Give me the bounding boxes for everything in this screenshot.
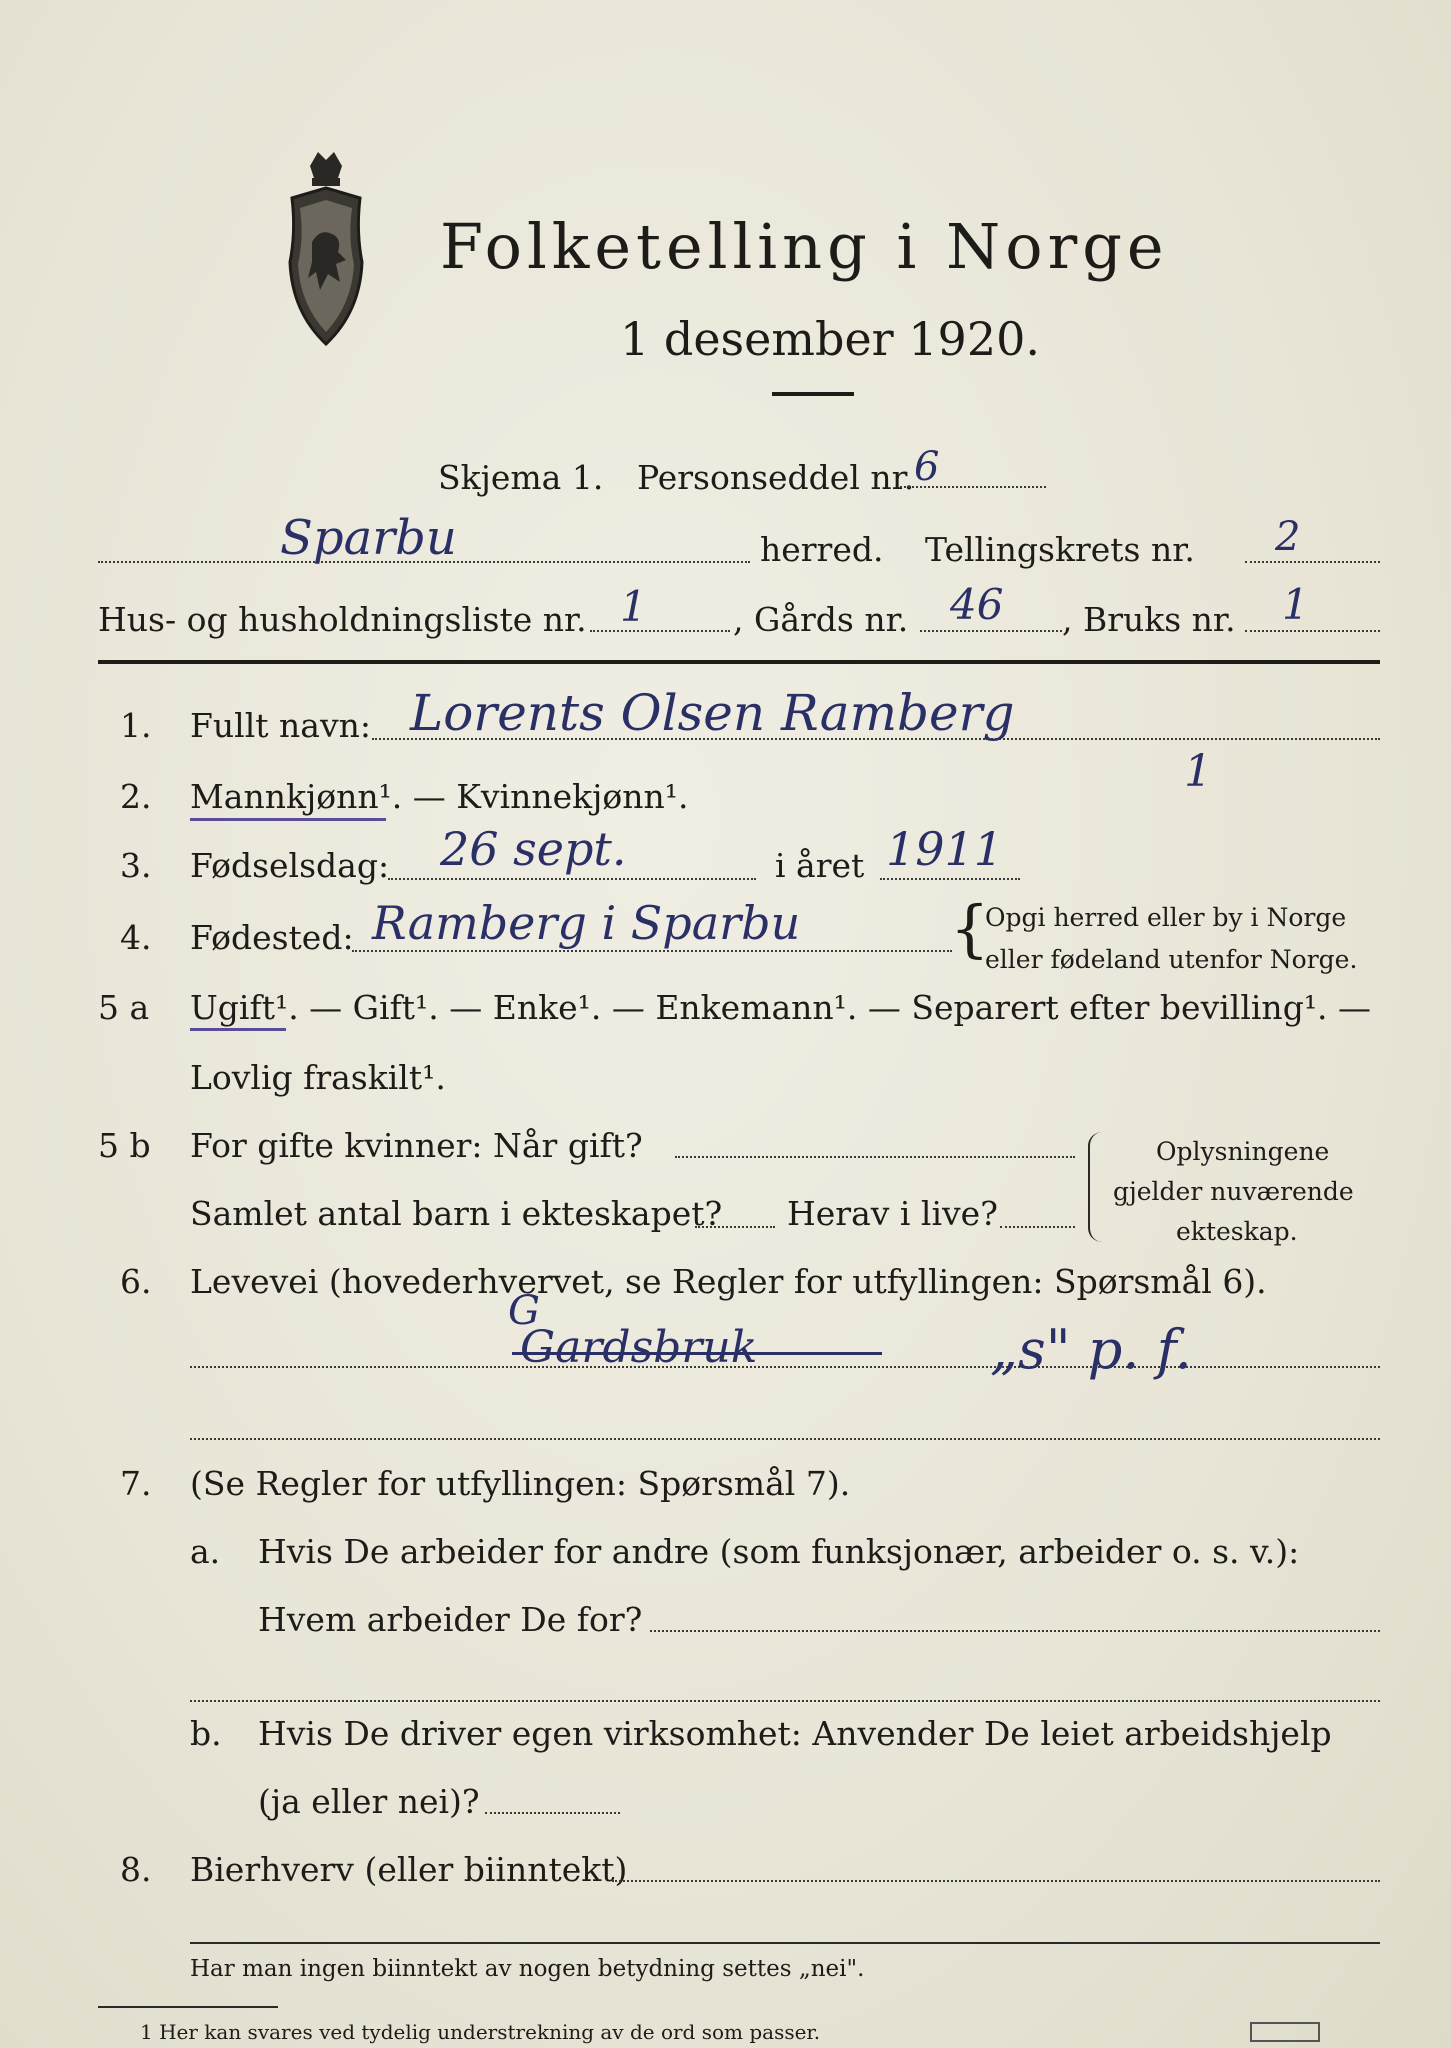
q5a-number: 5 a <box>98 988 150 1027</box>
bruks-field-line <box>1245 630 1380 632</box>
printer-stamp <box>1250 2022 1320 2042</box>
q5b-married-label: For gifte kvinner: Når gift? <box>190 1126 643 1165</box>
q3-year-field-line <box>880 878 1020 880</box>
husholdningsliste-label: Hus- og husholdningsliste nr. <box>98 600 587 639</box>
husholdningsliste-value: 1 <box>620 582 647 631</box>
title-divider <box>772 392 854 396</box>
tellingskrets-label: Tellingskrets nr. <box>925 530 1195 569</box>
q8-field-line-1 <box>612 1880 1380 1882</box>
personseddel-value: 6 <box>914 444 940 490</box>
birthplace-value: Ramberg i Sparbu <box>372 896 801 950</box>
q4-brace: { <box>950 892 990 965</box>
q1-mark: 1 <box>1184 746 1212 797</box>
birthday-value: 26 sept. <box>440 822 627 876</box>
q8-number: 8. <box>120 1850 152 1889</box>
q5b-note-2: gjelder nuværende <box>1113 1177 1354 1206</box>
footnote-rule <box>98 2006 278 2008</box>
q7b-letter: b. <box>190 1714 222 1753</box>
footer-note: Har man ingen biinntekt av nogen betydning settes „nei". <box>190 1956 865 1982</box>
gards-value: 46 <box>950 580 1004 629</box>
q4-note-1: Opgi herred eller by i Norge <box>985 903 1347 932</box>
q8-field-line-2 <box>190 1942 1380 1944</box>
q7a-line1: Hvis De arbeider for andre (som funksjonær, arbeider o. s. v.): <box>258 1532 1300 1571</box>
q5b-note-1: Oplysningene <box>1156 1137 1330 1166</box>
bruks-value: 1 <box>1282 580 1309 629</box>
q6-field-line-2 <box>190 1438 1380 1440</box>
q7b-line2: (ja eller nei)? <box>258 1782 480 1821</box>
full-name-value: Lorents Olsen Ramberg <box>410 684 1015 742</box>
q2-number: 2. <box>120 777 152 816</box>
form-date: 1 desember 1920. <box>620 312 1040 366</box>
header-divider <box>98 660 1380 664</box>
q7a-field-line-2 <box>190 1700 1380 1702</box>
q4-label: Fødested: <box>190 918 354 957</box>
q5b-alive-label: Herav i live? <box>787 1194 998 1233</box>
q3-number: 3. <box>120 846 152 885</box>
q7b-line1: Hvis De driver egen virksomhet: Anvender De leiet arbeidshjelp <box>258 1714 1332 1753</box>
q5a-options-line1: Ugift¹. — Gift¹. — Enke¹. — Enkemann¹. — Separert efter bevilling¹. — <box>190 988 1372 1027</box>
q5b-married-field-line <box>675 1156 1075 1158</box>
footnote-text: 1 Her kan svares ved tydelig understrekning av de ord som passer. <box>140 2020 821 2044</box>
skjema-label: Skjema 1. <box>438 458 604 497</box>
q6-field-line-1 <box>190 1366 1380 1368</box>
q5b-note-3: ekteskap. <box>1176 1217 1298 1246</box>
q5b-brace <box>1088 1132 1104 1242</box>
q5b-children-field-line <box>695 1226 775 1228</box>
q7b-field-line <box>485 1812 620 1814</box>
occupation-struck-value: Gardsbruk <box>520 1322 758 1373</box>
q5b-children-label: Samlet antal barn i ekteskapet? <box>190 1194 723 1233</box>
gards-field-line <box>920 630 1062 632</box>
q4-number: 4. <box>120 918 152 957</box>
q3-year-label: i året <box>775 846 865 885</box>
personseddel-label: Personseddel nr. <box>637 458 915 497</box>
q7a-field-line-1 <box>650 1630 1380 1632</box>
q6-label: Levevei (hovederhvervet, se Regler for utfyllingen: Spørsmål 6). <box>190 1262 1267 1301</box>
q5a-underline-ugift <box>190 1028 286 1031</box>
coat-of-arms-icon <box>262 142 390 352</box>
q5b-number: 5 b <box>98 1126 151 1165</box>
herred-value: Sparbu <box>280 510 457 566</box>
occupation-strikethrough <box>512 1352 882 1355</box>
q4-field-line <box>352 950 952 952</box>
herred-label: herred. <box>760 530 884 569</box>
q6-number: 6. <box>120 1262 152 1301</box>
q7-number: 7. <box>120 1464 152 1503</box>
form-title: Folketelling i Norge <box>440 210 1169 283</box>
q1-label: Fullt navn: <box>190 706 371 745</box>
occupation-correction: G <box>508 1288 540 1334</box>
q3-date-field-line <box>388 878 756 880</box>
q8-label: Bierhverv (eller biinntekt) <box>190 1850 628 1889</box>
tellingskrets-field-line <box>1245 561 1380 563</box>
bruks-label: , Bruks nr. <box>1062 600 1236 639</box>
husholdningsliste-field-line <box>590 630 730 632</box>
q2-underline-mannkjonn <box>190 818 386 821</box>
q7a-letter: a. <box>190 1532 221 1571</box>
q7a-line2: Hvem arbeider De for? <box>258 1600 643 1639</box>
birth-year-value: 1911 <box>886 822 1004 876</box>
q5a-options-line2: Lovlig fraskilt¹. <box>190 1058 446 1097</box>
q2-sex-options: Mannkjønn¹. — Kvinnekjønn¹. <box>190 777 689 816</box>
gards-label: , Gårds nr. <box>733 600 909 639</box>
q5b-alive-field-line <box>1000 1226 1075 1228</box>
q3-label: Fødselsdag: <box>190 846 390 885</box>
q1-number: 1. <box>120 706 152 745</box>
q4-note-2: eller fødeland utenfor Norge. <box>985 945 1358 974</box>
occupation-value: „s" p. f. <box>990 1318 1192 1381</box>
tellingskrets-value: 2 <box>1275 514 1301 560</box>
q7-label: (Se Regler for utfyllingen: Spørsmål 7). <box>190 1464 851 1503</box>
